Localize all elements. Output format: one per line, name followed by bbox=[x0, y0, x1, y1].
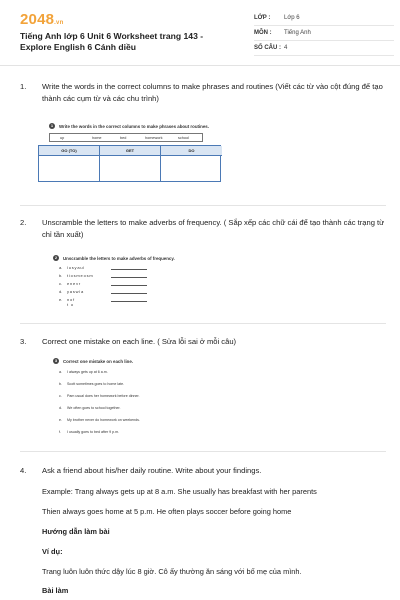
meta-row-question-count bbox=[254, 41, 394, 56]
answer-blank bbox=[111, 301, 147, 302]
exercise-instruction: Write the words in the correct columns to make phrases about routines. bbox=[59, 123, 209, 129]
item-letter: e. bbox=[59, 297, 63, 302]
item-sentence: Scott sometimes goes to home late. bbox=[67, 382, 125, 386]
exercise-3-image bbox=[53, 358, 203, 440]
word-bank-item: homework bbox=[145, 135, 163, 140]
question-text: Write the words in the correct columns to make phrases and routines (Viết các từ vào cột đúng để tạo thành các cụm từ và các chu trình) bbox=[42, 82, 383, 103]
item-letter: c. bbox=[59, 394, 62, 398]
word-bank-item: home bbox=[92, 135, 102, 140]
page-header bbox=[0, 0, 400, 66]
question-number: 3. bbox=[20, 337, 27, 346]
item-sentence: I usually goes to bed after 9 p.m. bbox=[67, 430, 120, 434]
scrambled-word: tiosmeosm bbox=[67, 273, 94, 278]
question-number: 4. bbox=[20, 466, 27, 475]
item-sentence: I always gets up at 6 a.m. bbox=[67, 370, 108, 374]
table-column bbox=[100, 146, 161, 181]
table-column bbox=[39, 146, 100, 181]
question-2 bbox=[20, 217, 390, 241]
example-sentence: Example: Trang always gets up at 8 a.m. She usually has breakfast with her parents bbox=[42, 487, 317, 496]
meta-key: LỚP : bbox=[254, 15, 271, 21]
item-letter: a. bbox=[59, 265, 63, 270]
question-number: 2. bbox=[20, 218, 27, 227]
item-letter: e. bbox=[59, 418, 62, 422]
meta-key: SỐ CÂU : bbox=[254, 45, 281, 51]
scrambled-word: enevr bbox=[67, 281, 82, 286]
question-4 bbox=[20, 465, 390, 477]
meta-key: MÔN : bbox=[254, 30, 272, 36]
meta-value: Tiếng Anh bbox=[284, 30, 311, 36]
meta-row-subject bbox=[254, 26, 394, 41]
exercise-badge: 3 bbox=[54, 358, 58, 363]
item-sentence: My brother never do homework on weekends. bbox=[67, 418, 140, 422]
item-letter: b. bbox=[59, 273, 63, 278]
exercise-2-image bbox=[53, 255, 203, 307]
item-letter: d. bbox=[59, 406, 62, 410]
divider bbox=[20, 451, 386, 452]
item-sentence: Pam usual does her homework before dinner. bbox=[67, 394, 140, 398]
exercise-1-image bbox=[49, 123, 219, 189]
item-letter: b. bbox=[59, 382, 62, 386]
scrambled-word: lusyaul bbox=[67, 265, 86, 270]
item-letter: a. bbox=[59, 370, 62, 374]
example-translation: Trang luôn luôn thức dậy lúc 8 giờ. Cô ấy thường ăn sáng với bố mẹ của mình. bbox=[42, 567, 302, 576]
item-letter: d. bbox=[59, 289, 63, 294]
meta-value: Lớp 6 bbox=[284, 15, 300, 21]
guide-heading: Hướng dẫn làm bài bbox=[42, 527, 110, 536]
exercise-instruction: Unscramble the letters to make adverbs of frequency. bbox=[63, 255, 175, 261]
exercise-instruction: Correct one mistake on each line. bbox=[63, 358, 134, 364]
table-column bbox=[161, 146, 222, 181]
column-header: GO (TO) bbox=[39, 146, 99, 156]
answer-blank bbox=[111, 285, 147, 286]
scrambled-word: nof t o bbox=[67, 297, 75, 307]
item-letter: f. bbox=[59, 430, 61, 434]
meta-info-panel bbox=[254, 11, 394, 56]
page-title: Tiếng Anh lớp 6 Unit 6 Worksheet trang 143 - Explore English 6 Cánh diều bbox=[20, 31, 204, 52]
example-sentence: Thien always goes home at 5 p.m. He often plays soccer before going home bbox=[42, 507, 292, 516]
answer-blank bbox=[111, 277, 147, 278]
answer-blank bbox=[111, 293, 147, 294]
divider bbox=[20, 205, 386, 206]
meta-row-grade bbox=[254, 11, 394, 26]
question-3 bbox=[20, 336, 390, 348]
answer-heading: Bài làm bbox=[42, 586, 69, 595]
site-logo[interactable] bbox=[20, 11, 63, 28]
word-bank bbox=[49, 133, 203, 142]
meta-value: 4 bbox=[284, 45, 288, 51]
question-number: 1. bbox=[20, 82, 27, 91]
scrambled-word: yaswla bbox=[67, 289, 85, 294]
item-sentence: We often goes to school together. bbox=[67, 406, 121, 410]
question-text: Ask a friend about his/her daily routine. Write about your findings. bbox=[42, 466, 262, 475]
logo-main-text: 2048 bbox=[20, 11, 55, 28]
example-heading: Ví dụ: bbox=[42, 547, 63, 556]
exercise-badge: 2 bbox=[54, 255, 58, 260]
item-letter: c. bbox=[59, 281, 63, 286]
question-1 bbox=[20, 81, 390, 105]
word-bank-item: bed bbox=[120, 135, 127, 140]
exercise-badge: 1 bbox=[50, 123, 54, 128]
word-bank-item: up bbox=[60, 135, 65, 140]
column-header: GET bbox=[100, 146, 160, 156]
question-text: Unscramble the letters to make adverbs of frequency. ( Sắp xếp các chữ cái để tạo thành các trạng từ chỉ tần xuất) bbox=[42, 218, 385, 239]
logo-suffix-text: .vn bbox=[54, 20, 64, 26]
answer-blank bbox=[111, 269, 147, 270]
columns-table bbox=[38, 145, 221, 182]
divider bbox=[20, 323, 386, 324]
word-bank-item: school bbox=[178, 135, 189, 140]
column-header: DO bbox=[161, 146, 222, 156]
question-text: Correct one mistake on each line. ( Sửa lỗi sai ở mỗi câu) bbox=[42, 337, 237, 346]
